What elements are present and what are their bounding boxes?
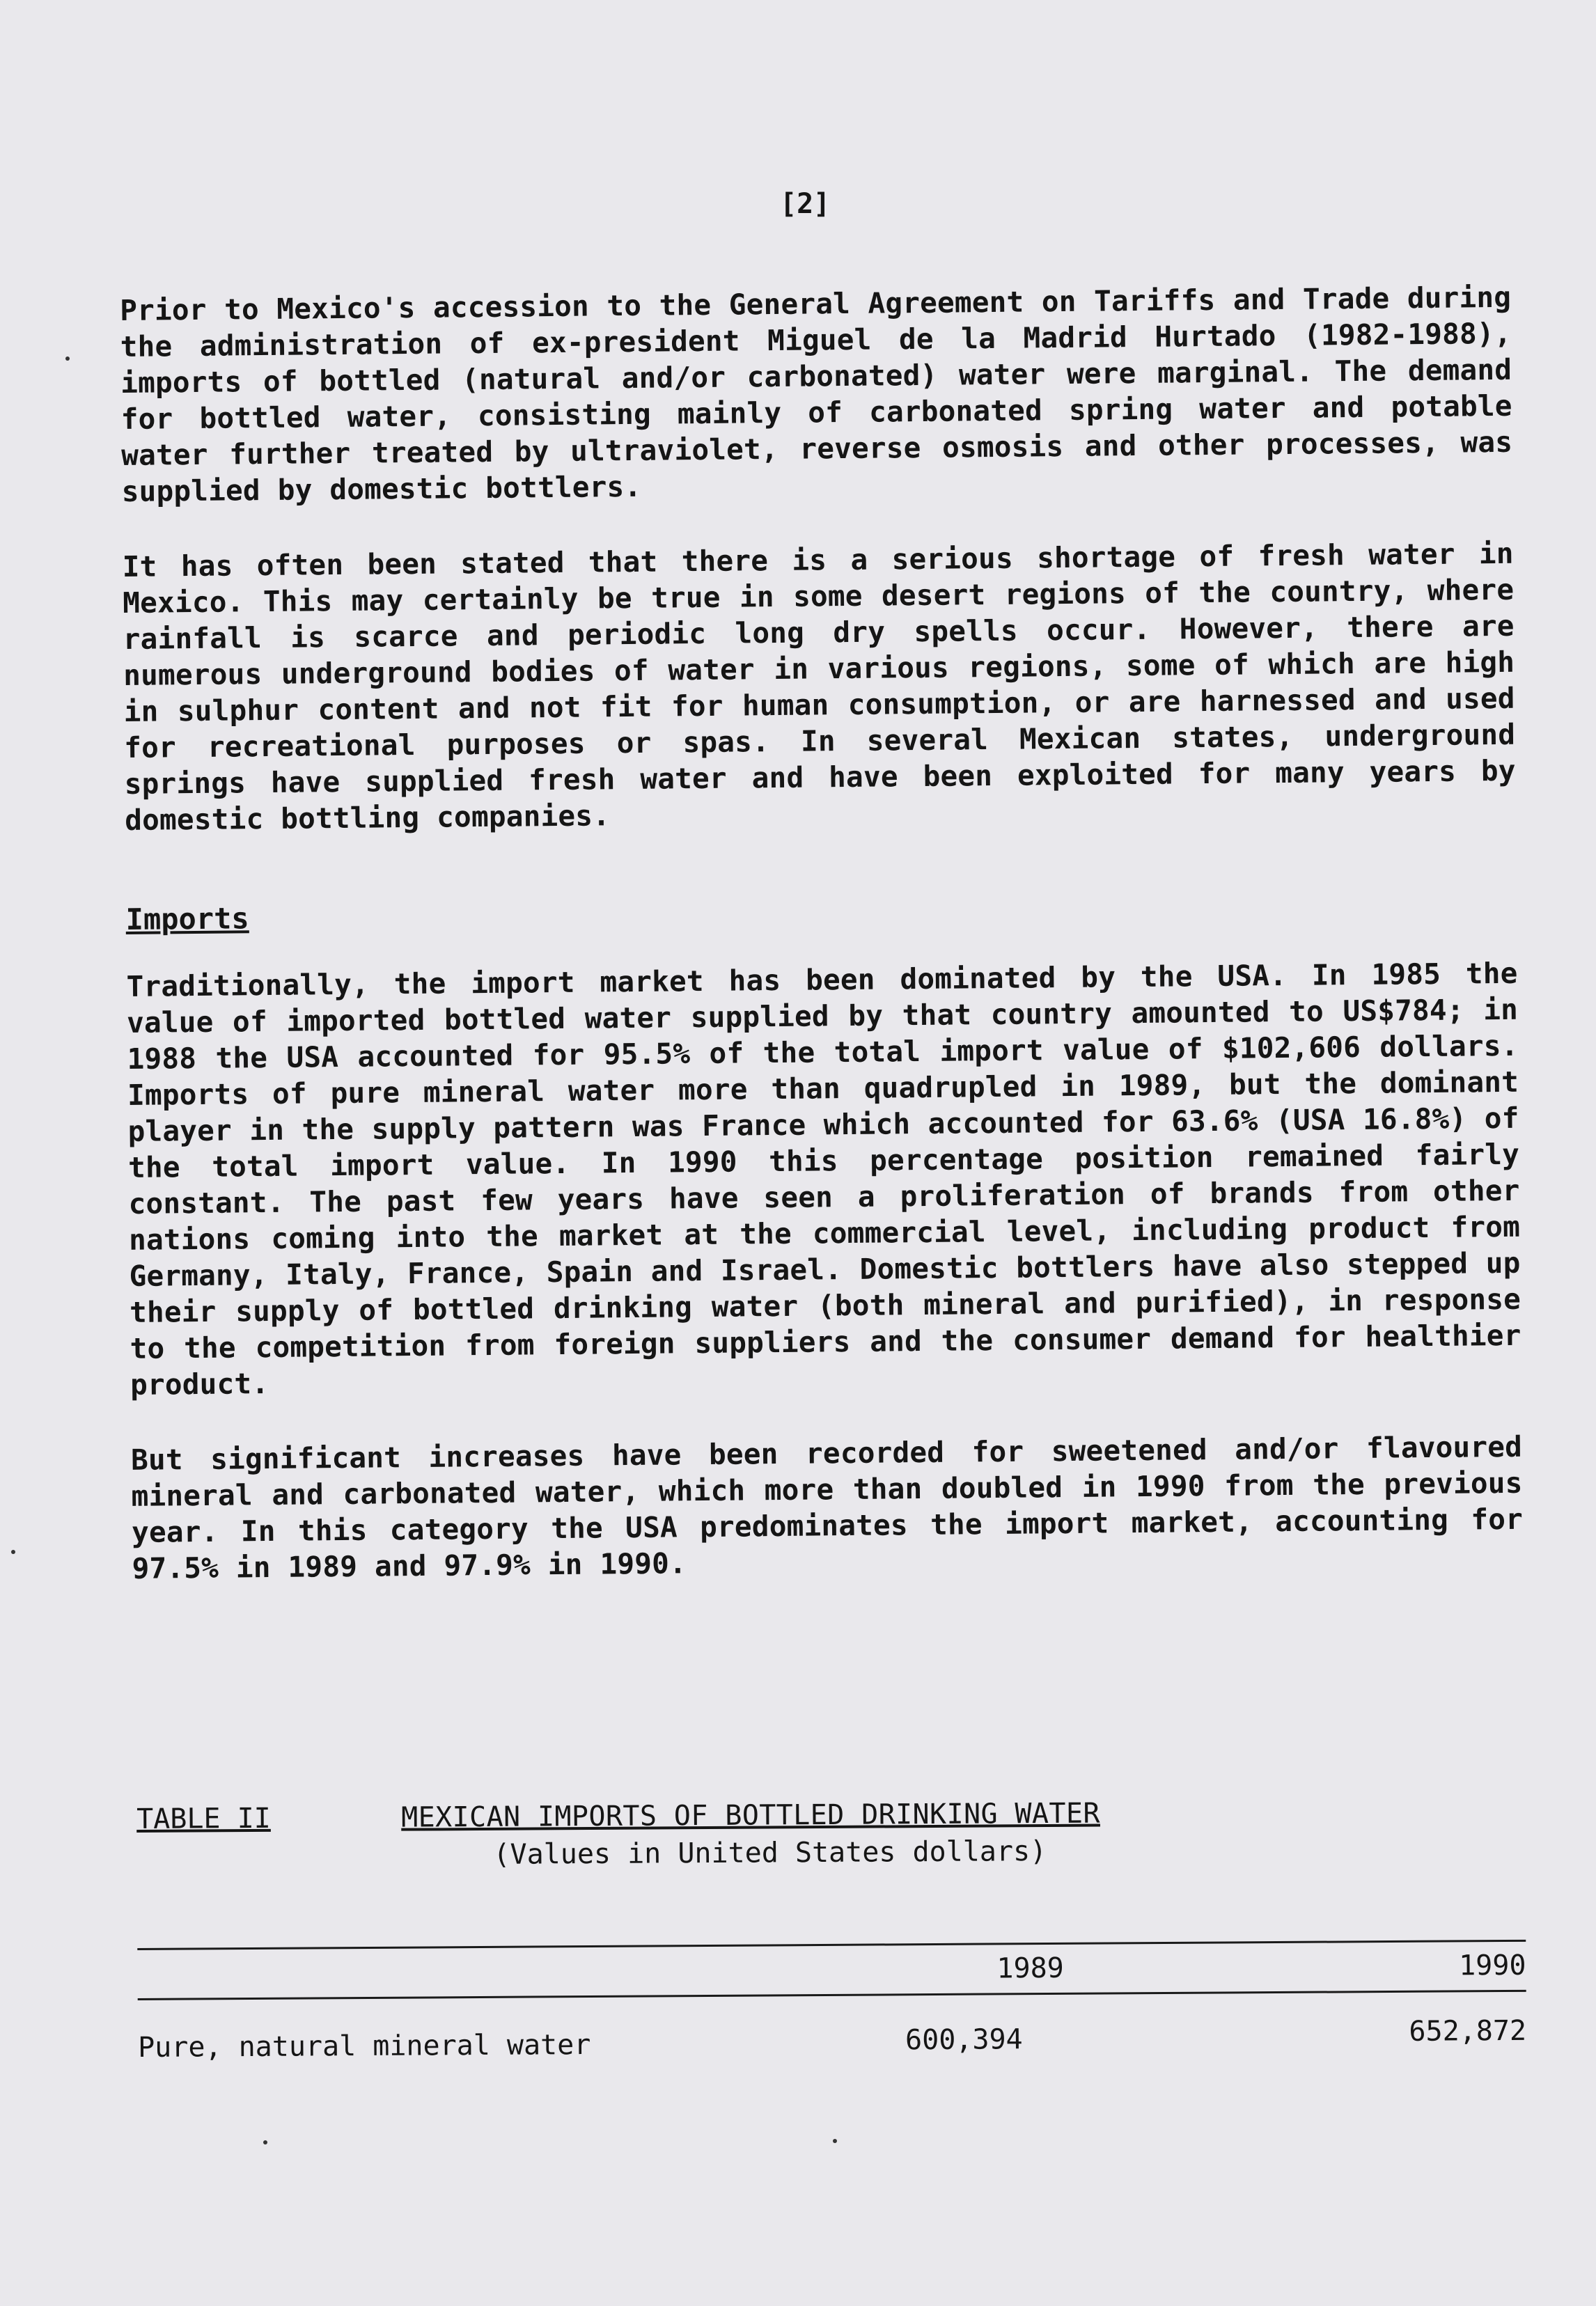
column-header-1990: 1990 — [1458, 1949, 1526, 1982]
column-header-1989: 1989 — [996, 1952, 1064, 1985]
scan-speck — [833, 2139, 837, 2143]
table-label: TABLE II — [136, 1802, 271, 1835]
paragraph-fresh-water: It has often been stated that there is a serious shortage of fresh water in Mexico. This may certainly be true in some desert regions of the country, where rainfall is scarce and periodic long dry spells occur. However, there are numerous underground bodies of water in various regions, some of which are high in sulphur content and not fit for human consumption, or are harnessed and used for recreational purposes or spas. In several Mexican states, underground springs have supplied fresh water and have been exploited for many years by domestic bottling companies. — [122, 536, 1516, 837]
table-row — [138, 2014, 1527, 2064]
table-rule-top — [137, 1940, 1526, 1950]
paragraph-import-market: Traditionally, the import market has been dominated by the USA. In 1985 the value of imported bottled water supplied by that country amounted to US$784; in 1988 the USA accounted for 95.5% of the total import value of $102,606 dollars. Imports of pure mineral water more than quadrupled in 1989, but the dominant player in the supply pattern was France which accounted for 63.6% (USA 16.8%) of the total import value. In 1990 this percentage position remained fairly constant. The past few years have seen a proliferation of brands from other nations coming into the market at the commercial level, including product from Germany, Italy, France, Spain and Israel. Domestic bottlers have also stepped up their supply of bottled drinking water (both mineral and purified), in response to the competition from foreign suppliers and the consumer demand for healthier product. — [126, 956, 1521, 1402]
cell-1989: 600,394 — [905, 2023, 1023, 2057]
paragraph-flavoured-water: But significant increases have been recorded for sweetened and/or flavoured mineral and carbonated water, which more than doubled in 1990 from the previous year. In this category the USA predominates the import market, accounting for 97.5% in 1989 and 97.9% in 1990. — [130, 1429, 1524, 1585]
scan-speck — [65, 356, 70, 361]
section-heading-imports: Imports — [125, 901, 249, 936]
page-number: [2] — [780, 188, 831, 220]
table-subtitle: (Values in United States dollars) — [493, 1835, 1047, 1871]
scan-speck — [11, 1550, 15, 1554]
row-label: Pure, natural mineral water — [138, 2029, 591, 2064]
table-rule-header — [138, 1990, 1526, 2000]
paragraph-gatt-accession: Prior to Mexico's accession to the General Agreement on Tariffs and Trade during the administration of ex-president Miguel de la Madrid Hurtado (1982-1988), imports of bottled (natural and/or carbonated) water were marginal. The demand for bottled water, consisting mainly of carbonated spring water and potable water further treated by ultraviolet, reverse osmosis and other processes, was supplied by domestic bottlers. — [120, 280, 1513, 508]
scan-speck — [263, 2140, 267, 2144]
body-text — [120, 279, 1524, 1626]
imports-table — [136, 1795, 1527, 2064]
cell-1990: 652,872 — [1409, 2014, 1527, 2048]
table-title: MEXICAN IMPORTS OF BOTTLED DRINKING WATER — [400, 1797, 1101, 1834]
